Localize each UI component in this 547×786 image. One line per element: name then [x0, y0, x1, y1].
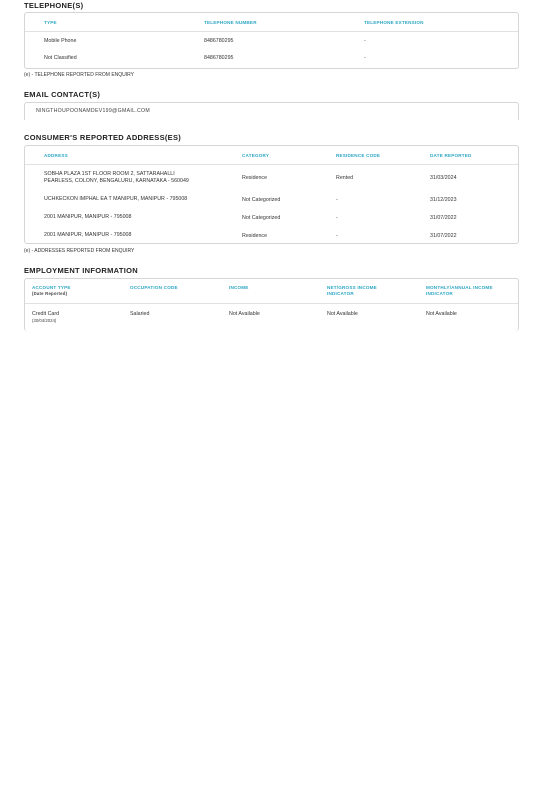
address-category: Residence — [242, 175, 268, 181]
address-residence-code: - — [336, 215, 338, 221]
col-header-telephone-extension: TELEPHONE EXTENSION — [364, 20, 424, 25]
email-title: EMAIL CONTACT(S) — [24, 90, 101, 99]
col-header-address: ADDRESS — [44, 153, 68, 158]
address-residence-code: - — [336, 233, 338, 239]
address-date-reported: 31/12/2023 — [430, 197, 457, 203]
employment-title: EMPLOYMENT INFORMATION — [24, 266, 138, 275]
email-value: NINGTHOUPOONAMDEV199@GMAIL.COM — [36, 108, 150, 114]
header-divider — [25, 164, 518, 165]
address-date-reported: 31/03/2024 — [430, 175, 457, 181]
addresses-table — [24, 145, 519, 244]
employment-net-gross: Not Available — [327, 311, 358, 317]
employment-occupation: Salaried — [130, 311, 150, 317]
telephone-extension: - — [364, 55, 366, 61]
address-date-reported: 31/07/2022 — [430, 215, 457, 221]
col-header-date-reported-sub: (Date Reported) — [32, 291, 68, 296]
col-header-net-gross-line-1: NET/GROSS INCOME — [327, 285, 377, 290]
address-line-1: 2001 MANIPUR, MANIPUR - 795008 — [44, 214, 132, 220]
telephone-extension: - — [364, 38, 366, 44]
telephone-number: 8486780295 — [204, 38, 234, 44]
address-line-1: 2001 MANIPUR, MANIPUR - 795008 — [44, 232, 132, 238]
address-category: Residence — [242, 233, 268, 239]
col-header-account-type-label: ACCOUNT TYPE — [32, 285, 71, 290]
col-header-account-type — [32, 285, 71, 297]
address-residence-code: - — [336, 197, 338, 203]
address-line-2: PEARLESS, COLONY, BENGALURU, KARNATAKA - 560049 — [44, 178, 189, 184]
telephones-table — [24, 12, 519, 69]
address-residence-code: Rented — [336, 175, 354, 181]
addresses-note: (e) - ADDRESSES REPORTED FROM ENQUIRY — [24, 248, 135, 254]
col-header-date-reported: DATE REPORTED — [430, 153, 472, 158]
col-header-residence-code: RESIDENCE CODE — [336, 153, 381, 158]
address-category: Not Categorized — [242, 197, 281, 203]
header-divider — [25, 31, 518, 32]
employment-income: Not Available — [229, 311, 260, 317]
email-box — [24, 102, 519, 120]
telephone-number: 8486780295 — [204, 55, 234, 61]
col-header-income: INCOME — [229, 285, 249, 290]
col-header-net-gross-line-2: INDICATOR — [327, 291, 354, 296]
header-divider — [25, 303, 518, 304]
account-date-reported: (30/04/2024) — [32, 317, 57, 323]
telephone-type: Not Classified — [44, 55, 77, 61]
col-header-net-gross-income — [327, 285, 377, 297]
account-type-value: Credit Card — [32, 311, 60, 317]
telephones-note: (e) - TELEPHONE REPORTED FROM ENQUIRY — [24, 72, 135, 78]
address-category: Not Categorized — [242, 215, 281, 221]
address-line-1: SOBHA PLAZA 1ST FLOOR ROOM 2, SATTARAHALLI — [44, 171, 175, 177]
col-header-monthly-annual-line-2: INDICATOR — [426, 291, 453, 296]
col-header-monthly-annual-income — [426, 285, 493, 297]
col-header-monthly-annual-line-1: MONTHLY/ANNUAL INCOME — [426, 285, 493, 290]
telephone-type: Mobile Phone — [44, 38, 77, 44]
col-header-telephone-number: TELEPHONE NUMBER — [204, 20, 257, 25]
col-header-category: CATEGORY — [242, 153, 270, 158]
telephones-title: TELEPHONE(S) — [24, 1, 84, 10]
addresses-title: CONSUMER'S REPORTED ADDRESS(ES) — [24, 133, 182, 142]
employment-table — [24, 278, 519, 331]
address-line-1: UCHKECKON IMPHAL EA T MANIPUR, MANIPUR - 795008 — [44, 196, 188, 202]
col-header-type: TYPE — [44, 20, 57, 25]
col-header-occupation-code: OCCUPATION CODE — [130, 285, 178, 290]
address-date-reported: 31/07/2022 — [430, 233, 457, 239]
employment-monthly-annual: Not Available — [426, 311, 457, 317]
employment-account-type — [32, 311, 59, 324]
